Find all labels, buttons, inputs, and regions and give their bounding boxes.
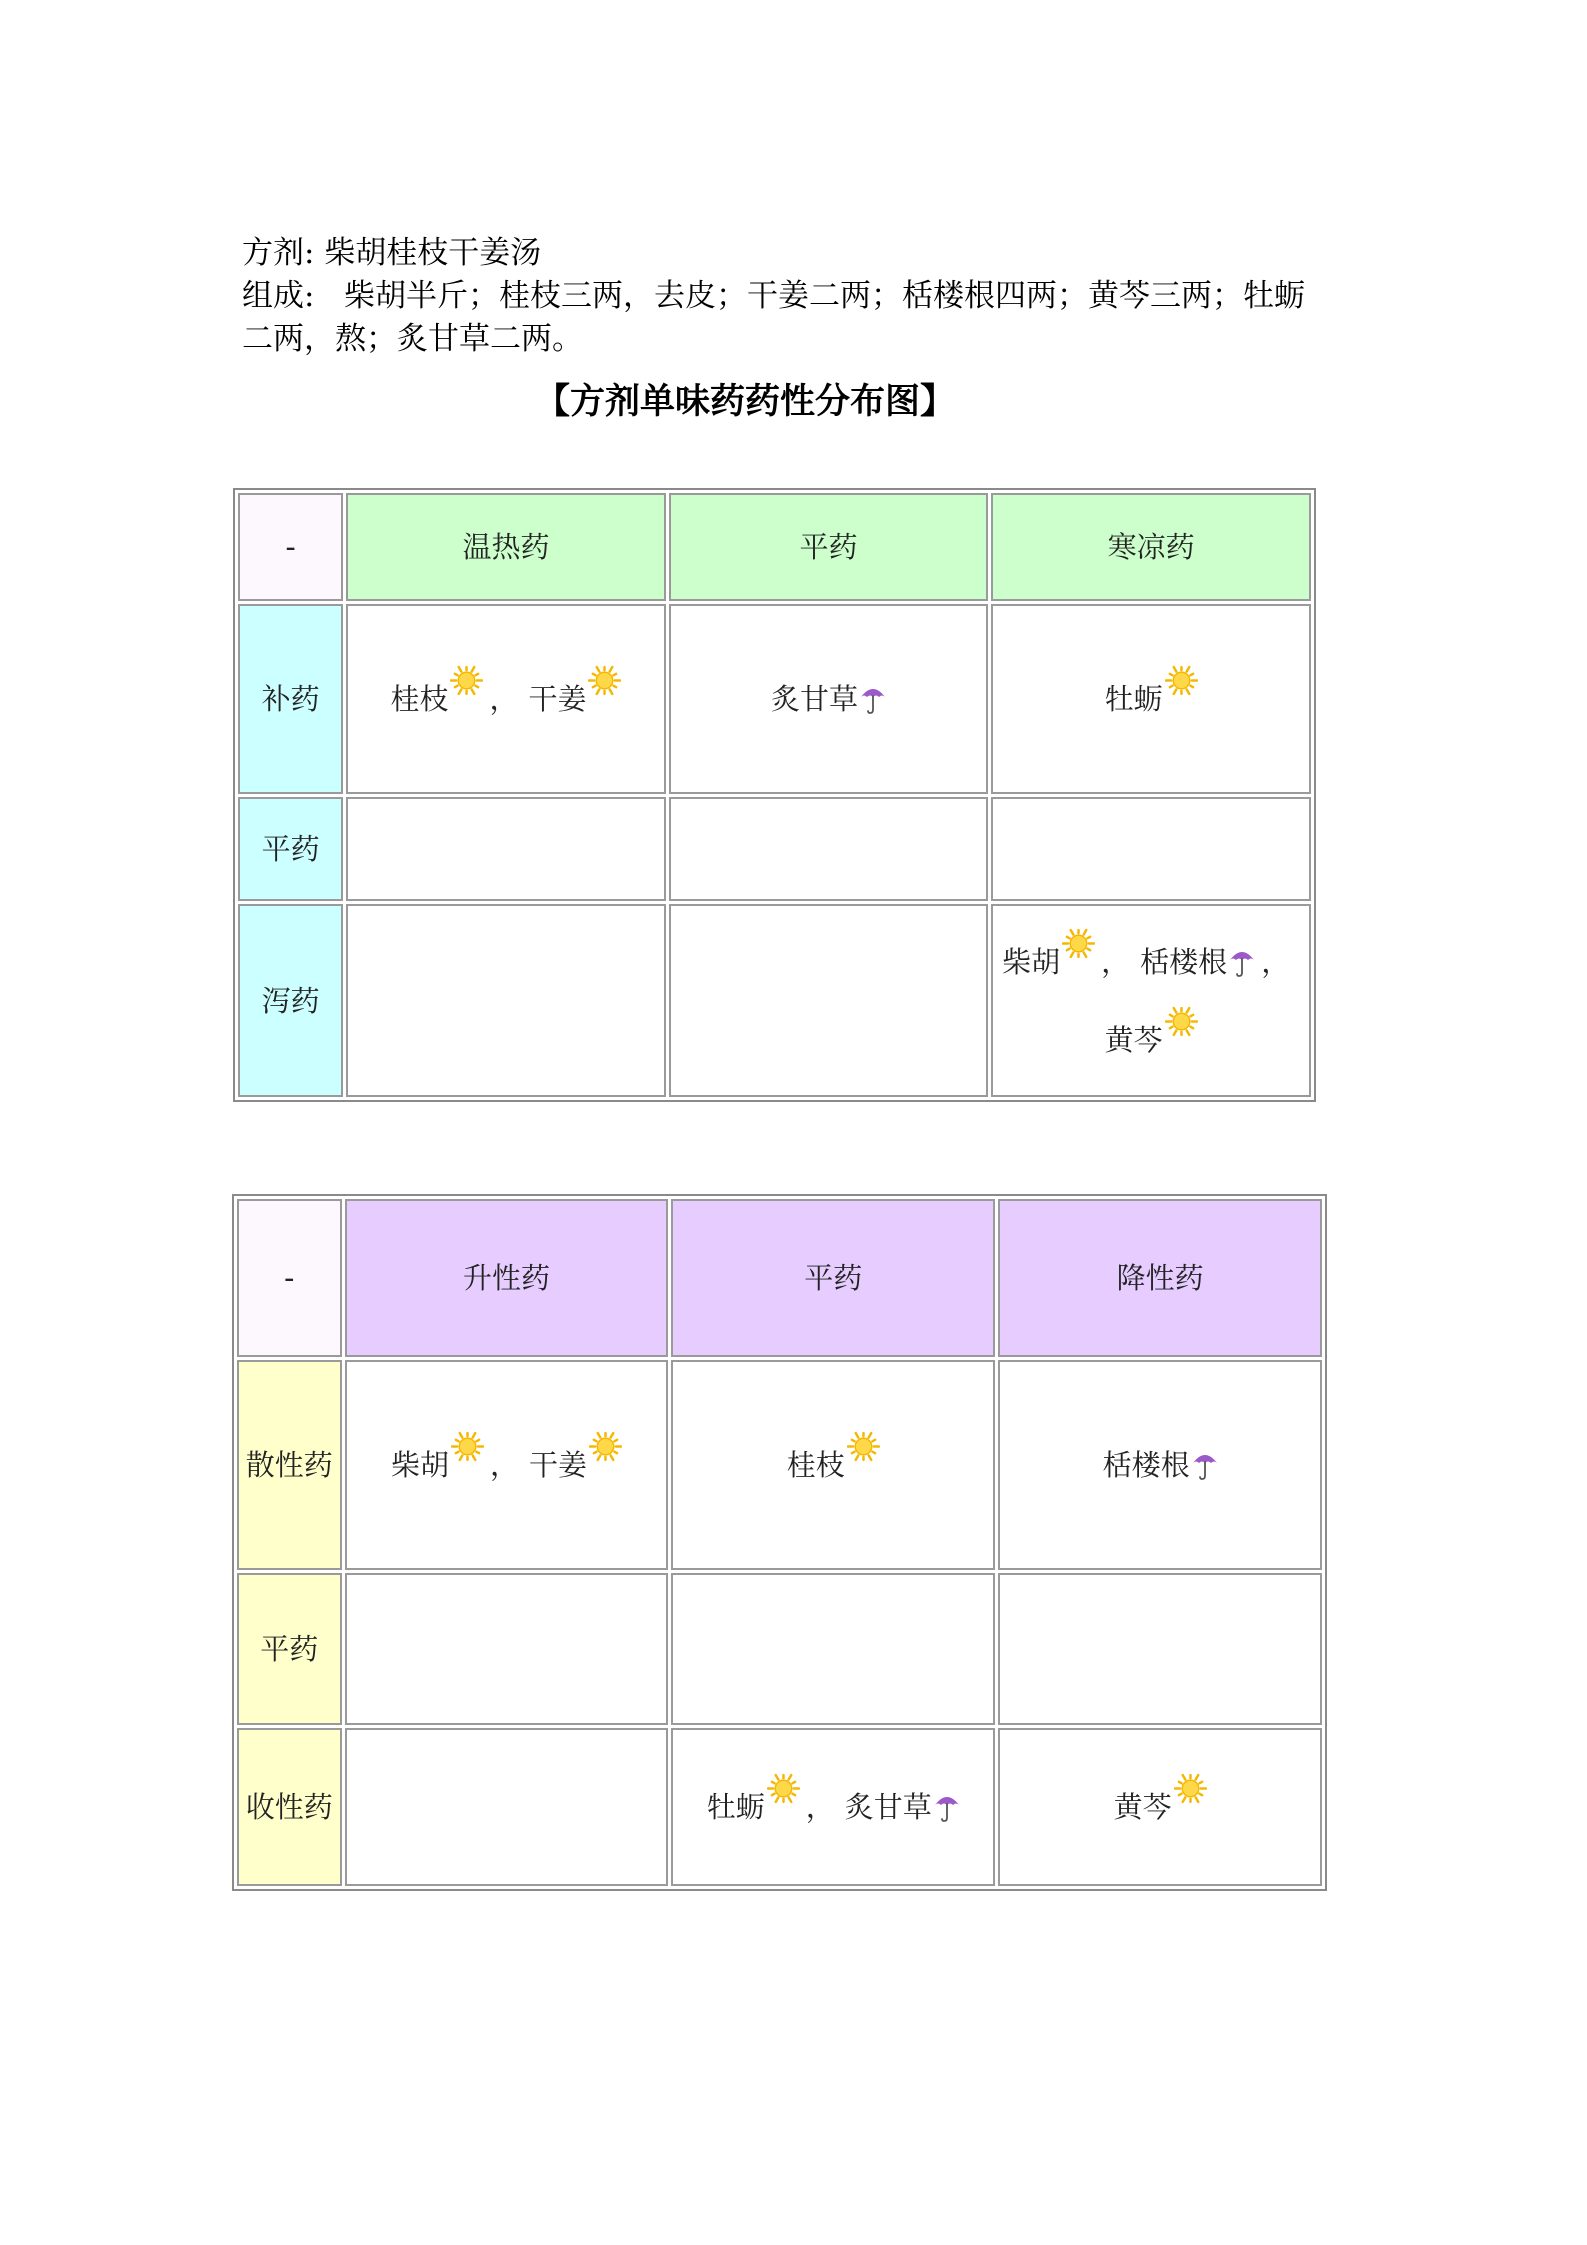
header-row: [237, 1199, 1322, 1357]
herb-cell: [991, 604, 1311, 794]
umbrella-icon: [934, 1791, 960, 1823]
umbrella-icon: [1229, 946, 1255, 978]
ascend-descend-table: [232, 1194, 1327, 1891]
composition-line-2: [242, 318, 1350, 361]
herb-name: 干姜: [528, 1448, 587, 1482]
row-header-astringe: 收性药: [237, 1728, 342, 1886]
table-row: [238, 904, 1311, 1097]
herb-name: 桂枝: [390, 682, 449, 716]
herb-cell: [669, 797, 989, 901]
herb-name: 黄芩: [1113, 1790, 1172, 1824]
herb-name: 桂枝: [786, 1448, 845, 1482]
formula-label: 方剂:: [242, 235, 315, 271]
sun-icon: [451, 1430, 484, 1463]
composition-label: 组成:: [242, 278, 315, 314]
row-header-tonify: 补药: [238, 604, 343, 794]
formula-name: 柴胡桂枝干姜汤: [324, 235, 542, 271]
herb-cell: [998, 1360, 1322, 1570]
herb-name: 牡蛎: [706, 1790, 765, 1824]
sun-icon: [1165, 664, 1198, 697]
header-row: [238, 493, 1311, 601]
herb-separator: ，: [1261, 944, 1291, 979]
herb-cell: [345, 1360, 669, 1570]
herb-name: 干姜: [528, 682, 587, 716]
row-header-purge: 泻药: [238, 904, 343, 1097]
column-header-descend: 降性药: [998, 1199, 1322, 1357]
sun-icon: [450, 664, 483, 697]
row-header-neutral: 平药: [238, 797, 343, 901]
herb-name: 黄芩: [1104, 1022, 1163, 1057]
sun-icon: [1174, 1772, 1207, 1805]
herb-cell: [671, 1728, 995, 1886]
table-row: [237, 1573, 1322, 1725]
herb-cell: [346, 904, 666, 1097]
herb-cell: [671, 1360, 995, 1570]
herb-name: 炙甘草: [771, 682, 859, 716]
table-row: [238, 604, 1311, 794]
herb-cell: [998, 1573, 1322, 1725]
herb-name: 栝楼根: [1140, 944, 1228, 979]
herb-name: 炙甘草: [844, 1790, 932, 1824]
row-header-neutral: 平药: [237, 1573, 342, 1725]
sun-icon: [767, 1772, 800, 1805]
row-header-disperse: 散性药: [237, 1360, 342, 1570]
column-header-cold: 寒凉药: [991, 493, 1311, 601]
herb-separator: ，: [489, 682, 519, 716]
herb-cell: [345, 1573, 669, 1725]
herb-name: 牡蛎: [1104, 682, 1163, 716]
corner-cell: -: [237, 1199, 342, 1357]
column-header-neutral: 平药: [669, 493, 989, 601]
composition-text-1: 柴胡半斤；桂枝三两，去皮；干姜二两；栝楼根四两；黄芩三两；牡蛎: [344, 278, 1306, 314]
herb-cell: [346, 604, 666, 794]
herb-name: 柴胡: [390, 1448, 449, 1482]
sun-icon: [589, 1430, 622, 1463]
herb-cell: [345, 1728, 669, 1886]
column-header-ascend: 升性药: [345, 1199, 669, 1357]
herb-cell: [669, 904, 989, 1097]
herb-cell: [998, 1728, 1322, 1886]
herb-cell: [991, 797, 1311, 901]
composition-line: [242, 275, 1350, 318]
column-header-neutral: 平药: [671, 1199, 995, 1357]
sun-icon: [588, 664, 621, 697]
formula-intro: [242, 232, 1350, 361]
chart-title: 【方剂单味药药性分布图】: [534, 381, 955, 422]
herb-separator: ，: [805, 1790, 835, 1824]
table-row: [237, 1728, 1322, 1886]
umbrella-icon: [860, 683, 886, 715]
herb-name: 栝楼根: [1102, 1448, 1190, 1482]
herb-cell: [671, 1573, 995, 1725]
herb-cell: [346, 797, 666, 901]
herb-cell: [991, 904, 1311, 1097]
corner-cell: -: [238, 493, 343, 601]
formula-line: [242, 232, 1350, 275]
sun-icon: [1062, 927, 1095, 960]
herb-separator: ，: [1101, 944, 1131, 979]
sun-icon: [1165, 1005, 1198, 1038]
herb-separator: ，: [489, 1448, 519, 1482]
composition-text-2: 二两，熬；炙甘草二两。: [242, 321, 583, 357]
table-row: [237, 1360, 1322, 1570]
herb-cell: [669, 604, 989, 794]
table-row: [238, 797, 1311, 901]
column-header-warm: 温热药: [346, 493, 666, 601]
herb-name: 柴胡: [1002, 944, 1061, 979]
umbrella-icon: [1192, 1449, 1218, 1481]
tonify-purge-table: [233, 488, 1316, 1102]
sun-icon: [847, 1430, 880, 1463]
